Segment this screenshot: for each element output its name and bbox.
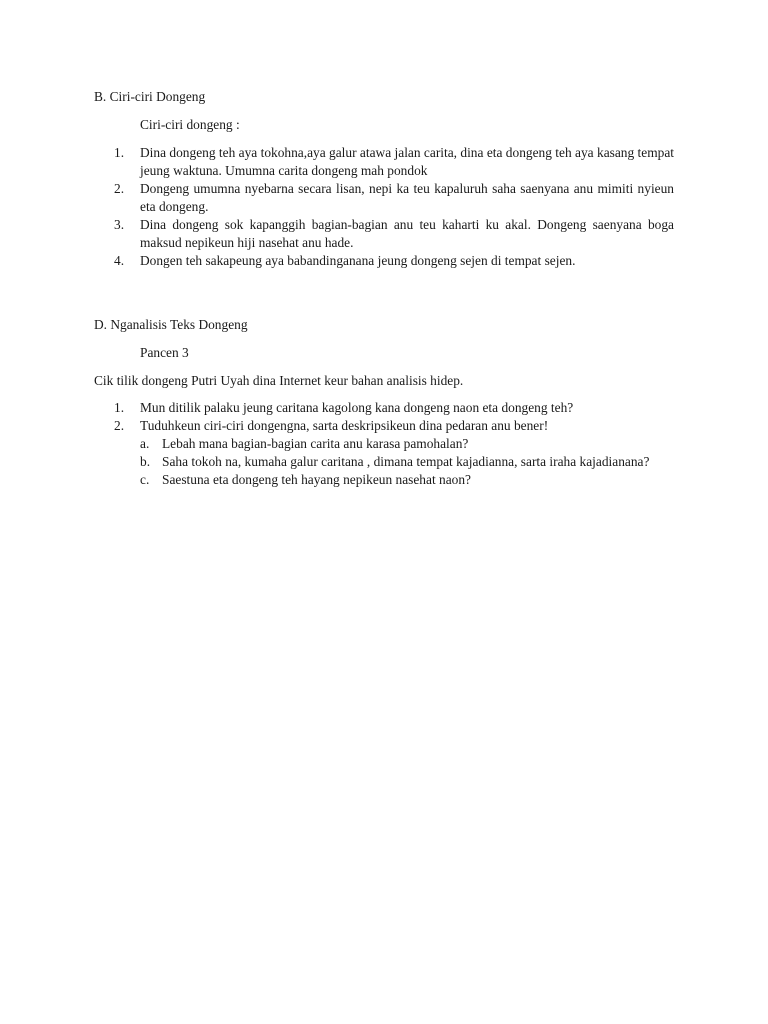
section-d-heading: D. Nganalisis Teks Dongeng: [94, 317, 248, 332]
sub-list-item-text: Saha tokoh na, kumaha galur caritana , dimana tempat kajadianna, sarta iraha kajadianana?: [162, 454, 650, 469]
list-item: [94, 399, 674, 417]
list-number: 2.: [114, 418, 125, 433]
list-item-text: Dina dongeng teh aya tokohna,aya galur atawa jalan carita, dina eta dongeng teh aya kasang tempat jeung waktuna. Umumna carita dongeng mah pondok: [140, 145, 674, 178]
sub-list-item: [140, 453, 674, 471]
list-item: [94, 144, 674, 180]
list-item-text: Dongen teh sakapeung aya babandinganana jeung dongeng sejen di tempat sejen.: [140, 253, 576, 268]
sub-list-letter: b.: [140, 454, 151, 469]
sub-list-letter: c.: [140, 472, 150, 487]
section-d-subheading: Pancen 3: [140, 345, 189, 360]
list-number: 1.: [114, 400, 125, 415]
list-number: 3.: [114, 217, 125, 232]
sub-list-item-text: Saestuna eta dongeng teh hayang nepikeun nasehat naon?: [162, 472, 471, 487]
section-d-list: [94, 399, 674, 489]
sub-list-item-text: Lebah mana bagian-bagian carita anu karasa pamohalan?: [162, 436, 469, 451]
sub-list-item: [140, 471, 674, 489]
list-item: [94, 216, 674, 252]
list-number: 4.: [114, 253, 125, 268]
list-item-text: Dongeng umumna nyebarna secara lisan, nepi ka teu kapaluruh saha saenyana anu mimiti nyieun eta dongeng.: [140, 181, 674, 214]
section-b-intro: Ciri-ciri dongeng :: [140, 117, 240, 132]
list-item-text: Dina dongeng sok kapanggih bagian-bagian anu teu kaharti ku akal. Dongeng saenyana boga maksud nepikeun hiji nasehat anu hade.: [140, 217, 674, 250]
section-b-list: [94, 144, 674, 270]
list-item: [94, 180, 674, 216]
list-item: [94, 252, 674, 270]
section-d-instruction: Cik tilik dongeng Putri Uyah dina Internet keur bahan analisis hidep.: [94, 373, 464, 388]
list-item: [94, 417, 674, 489]
list-number: 1.: [114, 145, 125, 160]
section-b-heading: B. Ciri-ciri Dongeng: [94, 89, 206, 104]
list-item-text: Mun ditilik palaku jeung caritana kagolong kana dongeng naon eta dongeng teh?: [140, 400, 574, 415]
sub-list-item: [140, 435, 674, 453]
list-number: 2.: [114, 181, 125, 196]
list-item-text: Tuduhkeun ciri-ciri dongengna, sarta deskripsikeun dina pedaran anu bener!: [140, 418, 549, 433]
sub-list: [140, 435, 674, 489]
sub-list-letter: a.: [140, 436, 150, 451]
